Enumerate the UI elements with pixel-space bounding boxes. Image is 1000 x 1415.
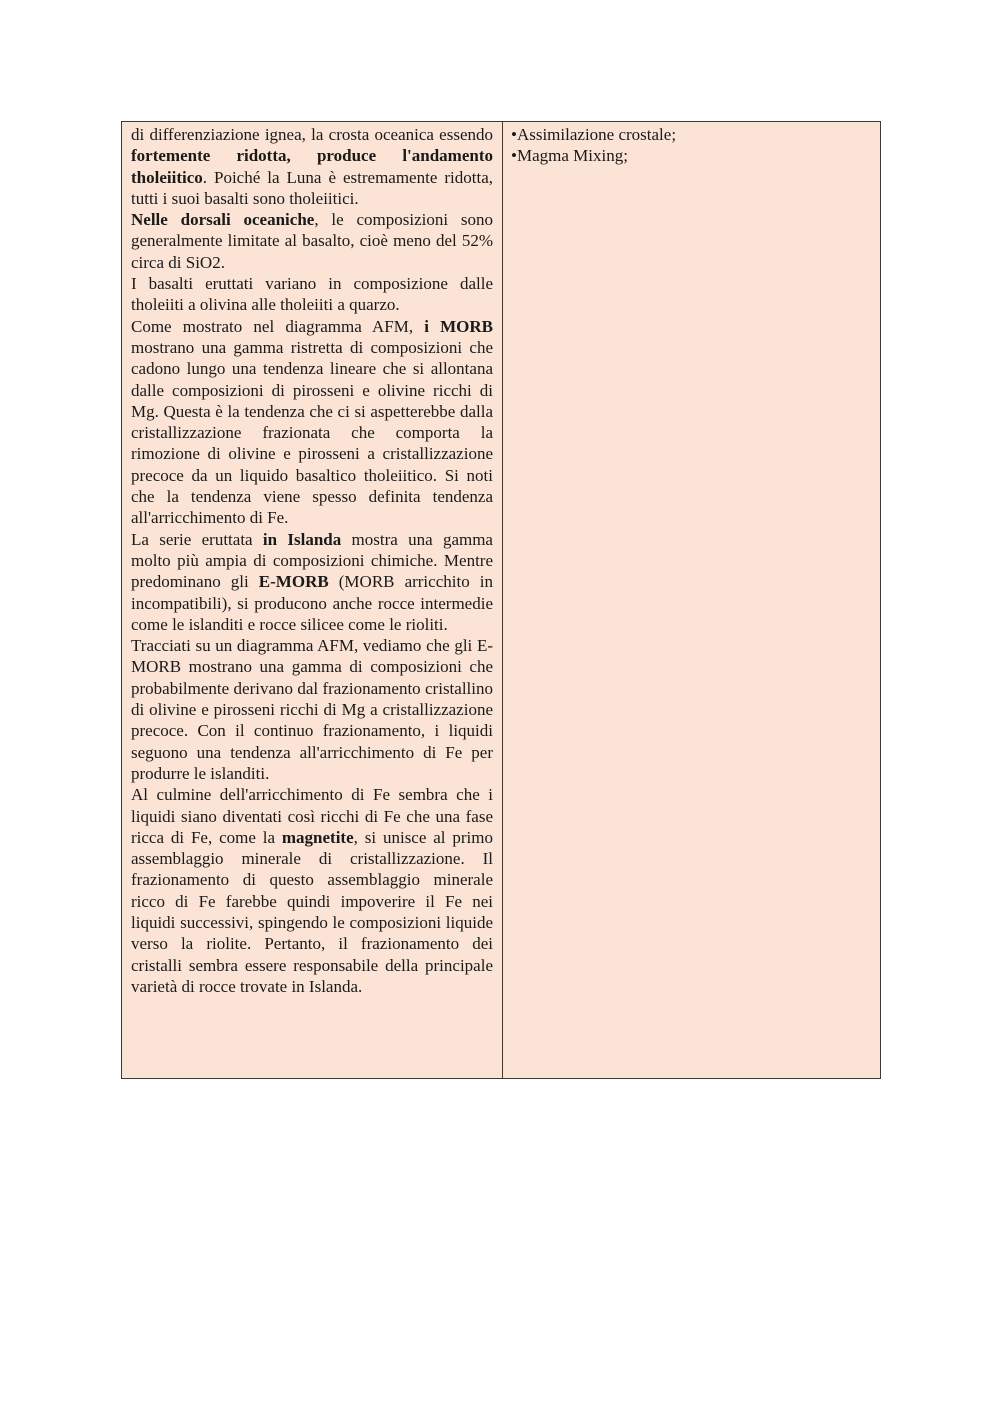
text-run: , si unisce al primo assemblaggio minerale di cristallizzazione. Il frazionamento di questo assemblaggio minerale ricco di Fe farebbe quindi impoverire il Fe nei liquidi successivi, spingendo le composizioni liquide verso la riolite. Pertanto, il frazionamento dei cristalli sembra essere responsabile della principale varietà di rocce trovate in Islanda. [131,827,493,996]
text-paragraph [131,209,493,273]
text-run: di differenziazione ignea, la crosta oceanica essendo [131,125,493,144]
text-run: mostra una gamma molto più ampia di composizioni chimiche. Mentre predominano gli [131,529,493,592]
list-item: •Magma Mixing; [511,146,628,166]
table-row [122,122,881,1079]
text-run: Come mostrato nel diagramma AFM, [131,316,425,336]
paragraph-container [131,124,493,997]
bullet-list [511,124,872,167]
bold-text: E-MORB [258,572,329,592]
text-paragraph [131,529,493,635]
text-paragraph [131,124,493,209]
text-run: . Poiché la Luna è estremamente ridotta, tutti i suoi basalti sono tholeiitici. [131,167,493,208]
text-run: Tracciati su un diagramma AFM, vediamo che gli E-MORB mostrano una gamma di composizioni che probabilmente derivano dal frazionamento cristallino di olivine e pirosseni ricchi di Mg a cristallizzazione precoce. Con il continuo frazionamento, i liquidi seguono una tendenza all'arricchimento di Fe per produrre le islanditi. [131,636,493,783]
text-run: La serie eruttata [131,529,263,549]
text-paragraph [131,273,493,316]
text-paragraph [131,635,493,784]
bold-text: in Islanda [262,529,342,549]
left-text-cell [122,122,503,1079]
text-run: mostrano una gamma ristretta di composizioni che cadono lungo una tendenza lineare che si allontana dalle composizioni di pirosseni e olivine ricchi di Mg. Questa è la tendenza che ci si aspetterebbe dalla cristallizzazione frazionata che comporta la rimozione di olivine e pirosseni a cristallizzazione precoce da un liquido basaltico tholeiitico. Si noti che la tendenza viene spesso definita tendenza all'arricchimento di Fe. [131,337,493,528]
right-list-cell [503,122,881,1079]
bold-text: i MORB [424,316,494,336]
text-paragraph [131,784,493,997]
text-run: (MORB arricchito in incompatibili), si producono anche rocce intermedie come le islanditi e rocce silicee come le rioliti. [131,572,493,634]
text-run: Al culmine dell'arricchimento di Fe sembra che i liquidi siano diventati così ricchi di Fe che una fase ricca di Fe, come la [131,785,493,847]
text-paragraph [131,316,493,529]
text-run: I basalti eruttati variano in composizione dalle tholeiiti a olivina alle tholeiiti a quarzo. [131,274,493,315]
bold-text: fortemente ridotta, produce l'andamento tholeiitico [131,146,493,187]
bold-text: magnetite [281,827,354,847]
text-run: , le composizioni sono generalmente limitate al basalto, cioè meno del 52% circa di SiO2. [131,210,493,272]
bold-text: Nelle dorsali oceaniche [131,210,315,230]
list-item: •Assimilazione crostale; [511,125,677,144]
content-table [121,121,881,1079]
